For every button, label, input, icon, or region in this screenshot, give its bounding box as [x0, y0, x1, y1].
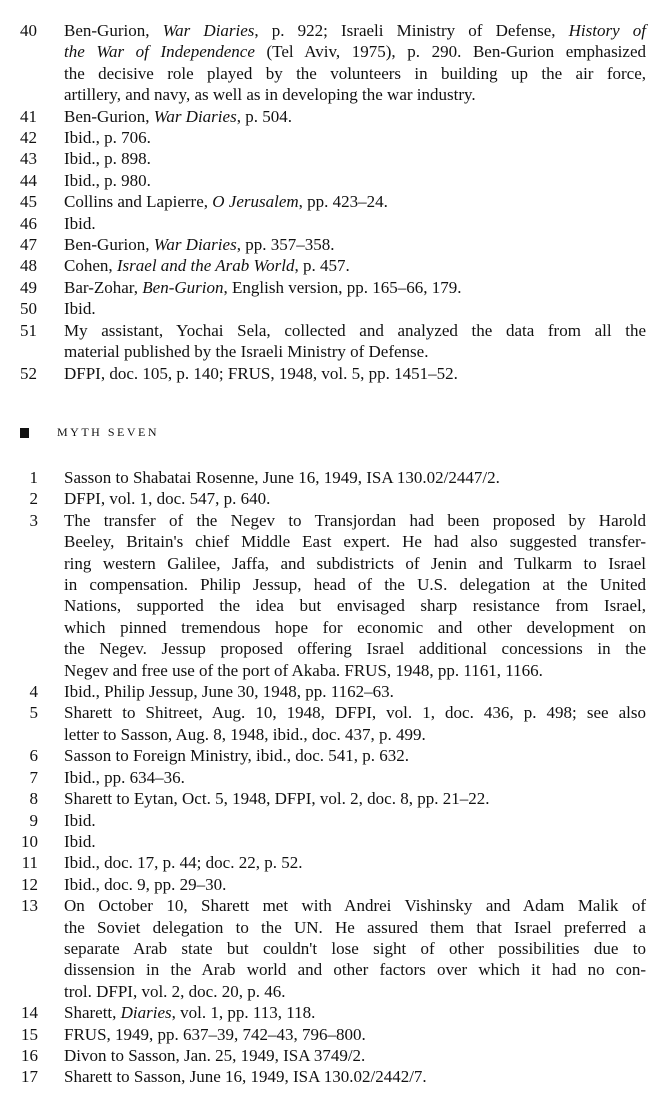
footnote-line — [64, 213, 646, 234]
footnote-line — [64, 363, 646, 384]
footnote-line — [64, 767, 646, 788]
footnote-text: Ibid. — [64, 810, 96, 830]
footnote-text: , pp. 423–24. — [298, 192, 388, 212]
footnote-number: 41 — [20, 106, 37, 126]
footnote-line — [64, 41, 646, 62]
footnote-text: Ibid., p. 706. — [64, 128, 151, 148]
footnote-text: FRUS, 1949, pp. 637–39, 742–43, 796–800. — [64, 1024, 366, 1044]
footnote-number: 48 — [20, 256, 37, 276]
footnote-text: My assistant, Yochai Sela, collected and analyzed the data from all the — [64, 320, 646, 340]
footnote-number: 52 — [20, 363, 37, 383]
notes-section-myth-seven — [0, 467, 665, 1088]
footnote — [0, 20, 665, 106]
footnote-line — [64, 320, 646, 341]
footnote — [0, 745, 665, 766]
footnote-text: , p. 457. — [294, 256, 350, 276]
footnote — [0, 1024, 665, 1045]
footnote-number: 4 — [29, 682, 38, 702]
footnote-text: Negev and free use of the port of Akaba. FRUS, 1948, pp. 1161, 1166. — [64, 660, 543, 680]
footnote-number: 43 — [20, 149, 37, 169]
footnote-line — [64, 255, 646, 276]
footnote-text: which pinned tremendous hope for economic and other development on — [64, 617, 646, 637]
footnote-line — [64, 20, 646, 41]
footnote-line — [64, 852, 646, 873]
footnote-number: 6 — [29, 746, 38, 766]
footnote-line — [64, 724, 646, 745]
footnote — [0, 191, 665, 212]
footnote-text: DFPI, doc. 105, p. 140; FRUS, 1948, vol. 5, pp. 1451–52. — [64, 363, 458, 383]
cited-title: War Diaries — [153, 235, 237, 255]
footnote-line — [64, 574, 646, 595]
footnote — [0, 127, 665, 148]
footnote-line — [64, 788, 646, 809]
footnote-line — [64, 917, 646, 938]
footnote-text: Ben-Gurion, — [64, 106, 154, 126]
footnote-number: 3 — [29, 510, 38, 530]
cited-title: War Diaries — [153, 106, 237, 126]
footnote — [0, 852, 665, 873]
footnote-line — [64, 106, 646, 127]
footnote-line — [64, 959, 646, 980]
footnote-line — [64, 617, 646, 638]
footnote-line — [64, 531, 646, 552]
footnote — [0, 363, 665, 384]
footnote-text: DFPI, vol. 1, doc. 547, p. 640. — [64, 489, 271, 509]
footnote-text: , pp. 357–358. — [236, 235, 335, 255]
footnote-text: , p. 504. — [236, 106, 292, 126]
footnote-text: trol. DFPI, vol. 2, doc. 20, p. 46. — [64, 981, 286, 1001]
footnote-text: letter to Sasson, Aug. 8, 1948, ibid., doc. 437, p. 499. — [64, 724, 426, 744]
footnote-line — [64, 595, 646, 616]
footnote — [0, 831, 665, 852]
footnote — [0, 1002, 665, 1023]
cited-title: O Jerusalem — [212, 192, 299, 212]
footnote-text: Ibid. — [64, 299, 96, 319]
footnote-text: Sasson to Shabatai Rosenne, June 16, 1949, ISA 130.02/2447/2. — [64, 468, 500, 487]
footnote-line — [64, 234, 646, 255]
footnote-line — [64, 553, 646, 574]
footnote-text: Sasson to Foreign Ministry, ibid., doc. 541, p. 632. — [64, 746, 410, 766]
footnote-number: 9 — [29, 810, 38, 830]
footnote-text: Divon to Sasson, Jan. 25, 1949, ISA 3749/2. — [64, 1045, 366, 1065]
square-bullet-icon — [20, 428, 29, 438]
footnote-text: artillery, and navy, as well as in developing the war industry. — [64, 85, 476, 105]
footnote-number: 40 — [20, 21, 37, 40]
footnote — [0, 1045, 665, 1066]
section-heading-text: MYTH SEVEN — [57, 425, 159, 439]
footnote-text: Bar-Zohar, — [64, 277, 143, 297]
footnote — [0, 148, 665, 169]
footnote-text: in compensation. Philip Jessup, head of the U.S. delegation at the United — [64, 575, 646, 595]
footnote-text: ring western Galilee, Jaffa, and subdistricts of Jenin and Tulkarm to Israel — [64, 553, 646, 573]
footnote — [0, 510, 665, 681]
footnote-number: 8 — [29, 789, 38, 809]
footnote-text: Sharett to Shitreet, Aug. 10, 1948, DFPI, vol. 1, doc. 436, p. 498; see also — [64, 703, 646, 723]
footnote-text: Beeley, Britain's chief Middle East expert. He had also suggested transfer- — [64, 532, 646, 552]
footnote-text: Ibid., pp. 634–36. — [64, 767, 185, 787]
footnote-line — [64, 127, 646, 148]
footnote — [0, 810, 665, 831]
footnote-line — [64, 298, 646, 319]
footnote-number: 44 — [20, 170, 37, 190]
footnote-number: 46 — [20, 213, 37, 233]
footnote-line — [64, 84, 646, 105]
cited-title: the War of Independence — [64, 42, 255, 62]
footnote-number: 5 — [29, 703, 38, 723]
footnote-text: (Tel Aviv, 1975), p. 290. Ben-Gurion emphasized — [254, 42, 646, 62]
footnote-line — [64, 810, 646, 831]
footnote-line — [64, 660, 646, 681]
footnote-text: , p. 922; Israeli Ministry of Defense, — [254, 21, 569, 40]
footnote — [0, 213, 665, 234]
footnote-text: Ibid. — [64, 831, 96, 851]
footnote-line — [64, 745, 646, 766]
footnote-text: Collins and Lapierre, — [64, 192, 213, 212]
footnote-number: 45 — [20, 192, 37, 212]
footnote-line — [64, 938, 646, 959]
footnote-text: Ben-Gurion, — [64, 235, 154, 255]
footnote — [0, 320, 665, 363]
footnote-line — [64, 895, 646, 916]
footnote-text: The transfer of the Negev to Transjordan had been proposed by Harold — [64, 510, 646, 530]
footnote — [0, 895, 665, 1002]
footnote-text: , vol. 1, pp. 113, 118. — [171, 1003, 316, 1023]
footnote-line — [64, 638, 646, 659]
cited-title: War Diaries — [162, 21, 255, 40]
footnote-line — [64, 467, 646, 488]
footnote-text: Ibid., p. 980. — [64, 170, 151, 190]
footnote-number: 13 — [21, 896, 38, 916]
footnote-text: Ibid., doc. 9, pp. 29–30. — [64, 874, 227, 894]
footnote-number: 7 — [29, 767, 38, 787]
footnote — [0, 702, 665, 745]
footnote-number: 51 — [20, 320, 37, 340]
footnote-line — [64, 277, 646, 298]
footnote-line — [64, 874, 646, 895]
footnote — [0, 488, 665, 509]
footnote — [0, 234, 665, 255]
footnote — [0, 170, 665, 191]
cited-title: Israel and the Arab World — [116, 256, 295, 276]
footnote — [0, 277, 665, 298]
footnote — [0, 874, 665, 895]
footnote-number: 42 — [20, 128, 37, 148]
footnote — [0, 788, 665, 809]
footnote-text: Ibid., doc. 17, p. 44; doc. 22, p. 52. — [64, 853, 303, 873]
footnote-line — [64, 488, 646, 509]
cited-title: History of — [568, 21, 646, 40]
section-heading — [20, 425, 159, 440]
footnote-number: 11 — [21, 853, 38, 873]
footnote-number: 15 — [21, 1024, 38, 1044]
footnote-number: 1 — [29, 468, 38, 487]
footnote — [0, 467, 665, 488]
footnote-line — [64, 191, 646, 212]
footnote — [0, 255, 665, 276]
footnote-line — [64, 170, 646, 191]
footnote-number: 14 — [21, 1003, 38, 1023]
footnote-line — [64, 148, 646, 169]
footnote-text: Cohen, — [64, 256, 117, 276]
footnote-number: 17 — [21, 1067, 38, 1087]
footnote-number: 49 — [20, 277, 37, 297]
footnote-line — [64, 1002, 646, 1023]
footnote-line — [64, 702, 646, 723]
footnote — [0, 1066, 665, 1087]
footnote-text: , English version, pp. 165–66, 179. — [223, 277, 462, 297]
footnote-text: Ibid., p. 898. — [64, 149, 151, 169]
footnote-number: 16 — [21, 1045, 38, 1065]
footnote-line — [64, 981, 646, 1002]
footnote-number: 50 — [20, 299, 37, 319]
footnote-number: 47 — [20, 235, 37, 255]
footnote-number: 12 — [21, 874, 38, 894]
footnote-text: separate Arab state but couldn't lose sight of other possibilities due to — [64, 938, 646, 958]
footnote-text: Ben-Gurion, — [64, 21, 163, 40]
footnote — [0, 681, 665, 702]
footnote-line — [64, 341, 646, 362]
footnote-text: Ibid. — [64, 213, 96, 233]
footnote — [0, 106, 665, 127]
footnote-line — [64, 831, 646, 852]
footnote-line — [64, 1045, 646, 1066]
footnote-line — [64, 1066, 646, 1087]
footnote-line — [64, 681, 646, 702]
footnote-number: 2 — [29, 489, 38, 509]
notes-section-myth-six-end — [0, 20, 665, 384]
footnote-text: the Negev. Jessup proposed offering Israel additional concessions in the — [64, 639, 646, 659]
footnote-line — [64, 1024, 646, 1045]
footnote-text: the Soviet delegation to the UN. He assured them that Israel preferred a — [64, 917, 646, 937]
footnote-text: On October 10, Sharett met with Andrei Vishinsky and Adam Malik of — [64, 896, 646, 916]
footnote-text: Sharett to Sasson, June 16, 1949, ISA 130.02/2442/7. — [64, 1067, 427, 1087]
footnote — [0, 298, 665, 319]
footnote — [0, 767, 665, 788]
footnote-text: material published by the Israeli Ministry of Defense. — [64, 342, 429, 362]
footnote-text: Ibid., Philip Jessup, June 30, 1948, pp. 1162–63. — [64, 682, 394, 702]
footnote-text: dissension in the Arab world and other factors over which it had no con- — [64, 960, 646, 980]
cited-title: Ben-Gurion — [142, 277, 224, 297]
footnote-text: Sharett, — [64, 1003, 121, 1023]
cited-title: Diaries — [120, 1003, 172, 1023]
footnote-text: Sharett to Eytan, Oct. 5, 1948, DFPI, vol. 2, doc. 8, pp. 21–22. — [64, 789, 490, 809]
footnote-number: 10 — [21, 831, 38, 851]
footnote-line — [64, 63, 646, 84]
footnote-text: the decisive role played by the volunteers in building up the air force, — [64, 63, 646, 83]
footnote-line — [64, 510, 646, 531]
footnote-text: Nations, supported the idea but envisaged sharp resistance from Israel, — [64, 596, 646, 616]
